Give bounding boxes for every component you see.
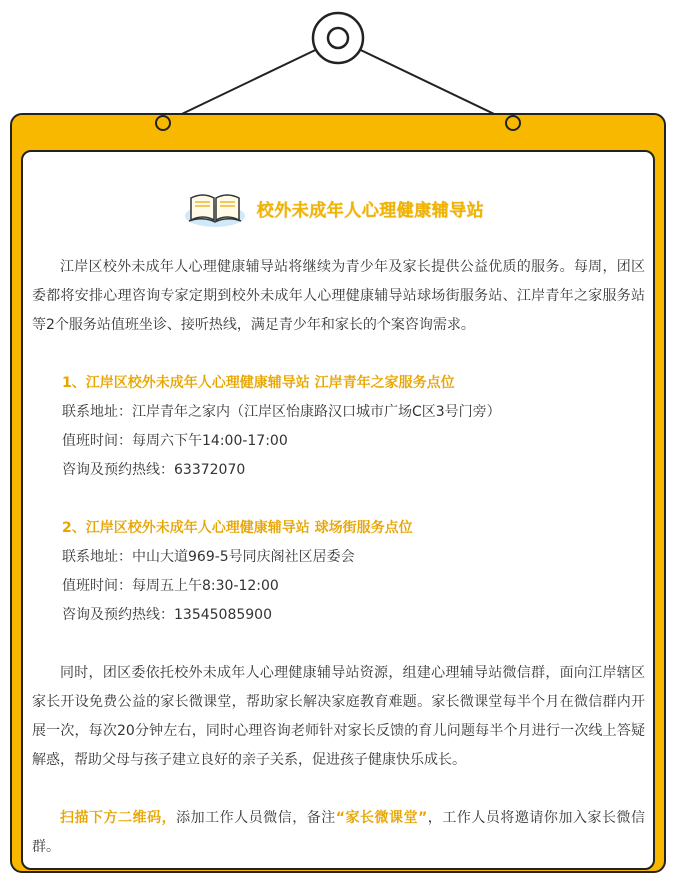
scan-qr-lead: 扫描下方二维码，: [60, 810, 177, 826]
duty-hours: 值班时间：每周五上午8:30-12:00: [62, 578, 279, 594]
qr-instruction-paragraph: [32, 804, 645, 862]
add-staff-text: 添加工作人员微信，备注: [176, 810, 336, 826]
service-point-2: [32, 514, 645, 630]
title-row: [22, 185, 645, 231]
hotline: 咨询及预约热线：63372070: [62, 462, 246, 478]
remark-keyword: “家长微课堂”: [335, 810, 428, 826]
section-heading: 1、江岸区校外未成年人心理健康辅导站 江岸青年之家服务点位: [62, 375, 455, 391]
section-heading: 2、江岸区校外未成年人心理健康辅导站 球场街服务点位: [62, 520, 413, 536]
invite-text: ，工作人员将邀请你加入家长微信群。: [32, 810, 646, 855]
contact-address: 联系地址：江岸青年之家内（江岸区怡康路汉口城市广场C区3号门旁）: [62, 404, 501, 420]
article-content: [32, 185, 645, 862]
intro-paragraph: 江岸区校外未成年人心理健康辅导站将继续为青少年及家长提供公益优质的服务。每周，团区委都将安排心理咨询专家定期到校外未成年人心理健康辅导站球场街服务站、江岸青年之家服务站等2个服务站值班坐诊、接听热线，满足青少年和家长的个案咨询需求。: [32, 259, 645, 333]
hook-rings: [0, 100, 673, 140]
hotline: 咨询及预约热线：13545085900: [62, 607, 272, 623]
service-point-1: [32, 369, 645, 485]
duty-hours: 值班时间：每周六下午14:00-17:00: [62, 433, 288, 449]
contact-address: 联系地址：中山大道969-5号同庆阁社区居委会: [62, 549, 355, 565]
page-title: 校外未成年人心理健康辅导站: [256, 200, 485, 221]
open-book-icon: [183, 188, 247, 228]
micro-class-paragraph: 同时，团区委依托校外未成年人心理健康辅导站资源，组建心理辅导站微信群，面向江岸辖区家长开设免费公益的家长微课堂，帮助家长解决家庭教育难题。家长微课堂每半个月在微信群内开展一次，每次20分钟左右，同时心理咨询老师针对家长反馈的育儿问题每半个月进行一次线上答疑解惑，帮助父母与孩子建立良好的亲子关系，促进孩子健康快乐成长。: [32, 665, 645, 768]
